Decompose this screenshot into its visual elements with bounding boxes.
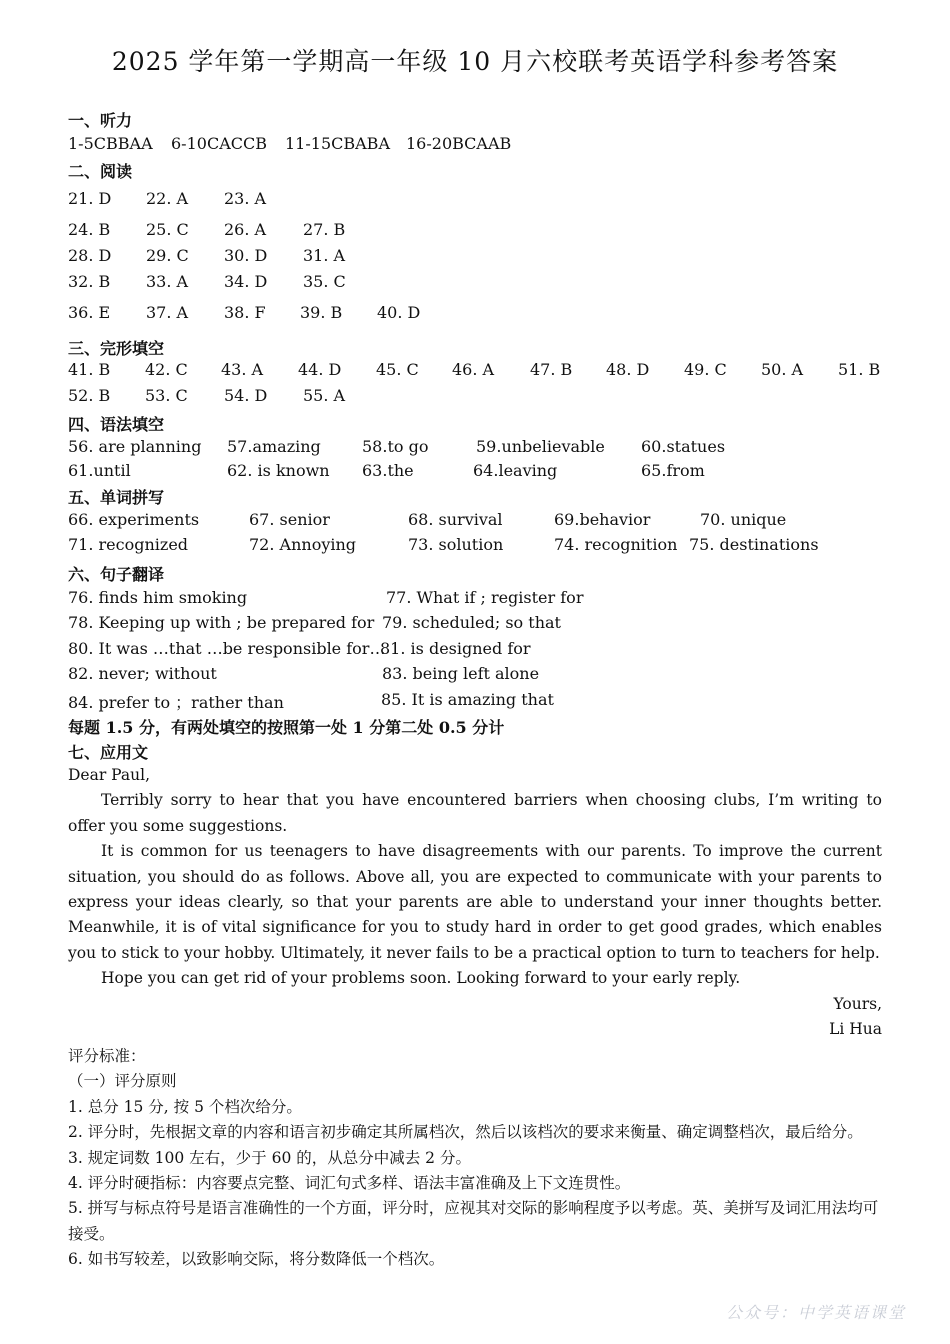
spelling-answer: 75. destinations (689, 535, 819, 554)
translation-answer: 81. is designed for (380, 639, 531, 658)
section-translation-heading: 六、句子翻译 (68, 565, 165, 584)
section-cloze-heading: 三、完形填空 (68, 339, 165, 358)
reading-answer: 30. D (224, 246, 268, 265)
cloze-answer: 42. C (145, 360, 188, 379)
translation-answer: 77. What if ; register for (386, 588, 584, 607)
reading-answer: 38. F (224, 303, 266, 322)
grammar-answer: 60.statues (641, 437, 726, 456)
letter-paragraph: Hope you can get rid of your problems soon. Looking forward to your early reply. (101, 969, 741, 988)
reading-answer: 29. C (146, 246, 189, 265)
translation-answer: 79. scheduled; so that (382, 613, 561, 632)
section-spelling-heading: 五、单词拼写 (68, 488, 165, 507)
reading-answer: 21. D (68, 189, 112, 208)
letter-greeting: Dear Paul, (68, 766, 151, 784)
reading-answer: 24. B (68, 220, 111, 239)
spelling-answer: 68. survival (408, 510, 503, 529)
rubric-heading: 评分标准： (68, 1047, 146, 1065)
reading-answer: 33. A (146, 272, 189, 291)
translation-answer: 76. finds him smoking (68, 588, 248, 607)
cloze-answer: 45. C (376, 360, 419, 379)
cloze-answer: 49. C (684, 360, 727, 379)
letter-paragraph: It is common for us teenagers to have disagreements with our parents. To improve the current situation, you should do as follows. Above all, you are expected to communicate with your parents to express your ideas clearly, so that your parents are able to understand your inner thoughts better. Meanwhile, it is of vital significance for you to study hard in order to get good grades, which enables you to stick to your hobby. Ultimately, it never fails to be a practical option to turn to teachers for help. (68, 842, 882, 962)
cloze-answer: 53. C (145, 386, 188, 405)
reading-answer: 25. C (146, 220, 189, 239)
scoring-rubric (68, 1044, 882, 1273)
reading-answer: 34. D (224, 272, 268, 291)
rubric-item: 6. 如书写较差，以致影响交际，将分数降低一个档次。 (68, 1250, 445, 1269)
spelling-answer: 67. senior (249, 510, 330, 529)
listening-answer: 11-15CBABA (285, 134, 390, 153)
reading-answer: 26. A (224, 220, 267, 239)
rubric-item: 4. 评分时硬指标：内容要点完整、词汇句式多样、语法丰富准确及上下文连贯性。 (68, 1174, 631, 1193)
reading-answer: 37. A (146, 303, 189, 322)
cloze-answer: 46. A (452, 360, 495, 379)
reading-answer: 36. E (68, 303, 111, 322)
cloze-answer: 48. D (606, 360, 650, 379)
translation-answer: 82. never; without (68, 664, 217, 683)
cloze-answer: 41. B (68, 360, 111, 379)
listening-answer: 6-10CACCB (171, 134, 267, 153)
translation-answer: 84. prefer to ；rather than (68, 693, 284, 712)
rubric-item: 5. 拼写与标点符号是语言准确性的一个方面，评分时，应视其对交际的影响程度予以考虑。英、美拼写及词汇用法均可接受。 (68, 1199, 879, 1243)
spelling-answer: 73. solution (408, 535, 504, 554)
sample-letter (68, 763, 882, 1042)
section-reading-heading: 二、阅读 (68, 162, 133, 181)
reading-answer: 22. A (146, 189, 189, 208)
page-title: 2025 学年第一学期高一年级 10 月六校联考英语学科参考答案 (111, 47, 839, 76)
reading-answer: 39. B (300, 303, 343, 322)
reading-answer: 40. D (377, 303, 421, 322)
letter-closing: Yours, (833, 994, 882, 1013)
reading-answer: 31. A (303, 246, 346, 265)
translation-answer: 83. being left alone (382, 664, 540, 683)
translation-answer: 78. Keeping up with ; be prepared for (68, 613, 375, 632)
watermark: 公众号：中学英语课堂 (725, 1303, 906, 1322)
listening-answer: 1-5CBBAA (68, 134, 153, 153)
spelling-answer: 70. unique (700, 510, 787, 529)
cloze-answer: 43. A (221, 360, 264, 379)
cloze-answer: 54. D (224, 386, 268, 405)
reading-answer: 27. B (303, 220, 346, 239)
cloze-answer: 51. B (838, 360, 881, 379)
reading-answer: 35. C (303, 272, 346, 291)
grammar-answer: 57.amazing (227, 437, 321, 456)
spelling-answer: 71. recognized (68, 535, 189, 554)
section-listening-heading: 一、听力 (68, 111, 133, 130)
grammar-answer: 58.to go (362, 437, 429, 456)
rubric-item: 2. 评分时，先根据文章的内容和语言初步确定其所属档次，然后以该档次的要求来衡量、确定调整档次，最后给分。 (68, 1123, 863, 1142)
rubric-item: 1. 总分 15 分, 按 5 个档次给分。 (68, 1097, 302, 1116)
letter-paragraph: Terribly sorry to hear that you have encountered barriers when choosing clubs, I’m writing to offer you some suggestions. (68, 791, 882, 835)
cloze-answer: 52. B (68, 386, 111, 405)
cloze-answer: 55. A (303, 386, 346, 405)
listening-answer: 16-20BCAAB (406, 134, 512, 153)
reading-answer: 23. A (224, 189, 267, 208)
reading-answer: 32. B (68, 272, 111, 291)
rubric-subheading: （一）评分原则 (68, 1072, 177, 1091)
cloze-answer: 44. D (298, 360, 342, 379)
grammar-answer: 61.until (68, 461, 131, 480)
grammar-answer: 63.the (362, 461, 414, 480)
translation-answer: 85. It is amazing that (381, 690, 554, 709)
reading-answer: 28. D (68, 246, 112, 265)
translation-answer: 80. It was …that …be responsible for… (68, 639, 386, 658)
cloze-answer: 47. B (530, 360, 573, 379)
grammar-answer: 65.from (641, 461, 705, 480)
cloze-answer: 50. A (761, 360, 804, 379)
section-writing-heading: 七、应用文 (68, 743, 149, 762)
letter-signature: Li Hua (829, 1020, 882, 1039)
grammar-answer: 64.leaving (473, 461, 558, 480)
translation-scoring-note: 每题 1.5 分，有两处填空的按照第一处 1 分第二处 0.5 分计 (68, 718, 505, 737)
spelling-answer: 74. recognition (554, 535, 678, 554)
grammar-answer: 56. are planning (68, 437, 202, 456)
grammar-answer: 59.unbelievable (476, 437, 605, 456)
rubric-item: 3. 规定词数 100 左右，少于 60 的，从总分中减去 2 分。 (68, 1148, 471, 1167)
section-grammar-heading: 四、语法填空 (68, 415, 165, 434)
spelling-answer: 66. experiments (68, 510, 200, 529)
spelling-answer: 72. Annoying (249, 535, 357, 554)
spelling-answer: 69.behavior (554, 510, 651, 529)
grammar-answer: 62. is known (227, 461, 330, 480)
